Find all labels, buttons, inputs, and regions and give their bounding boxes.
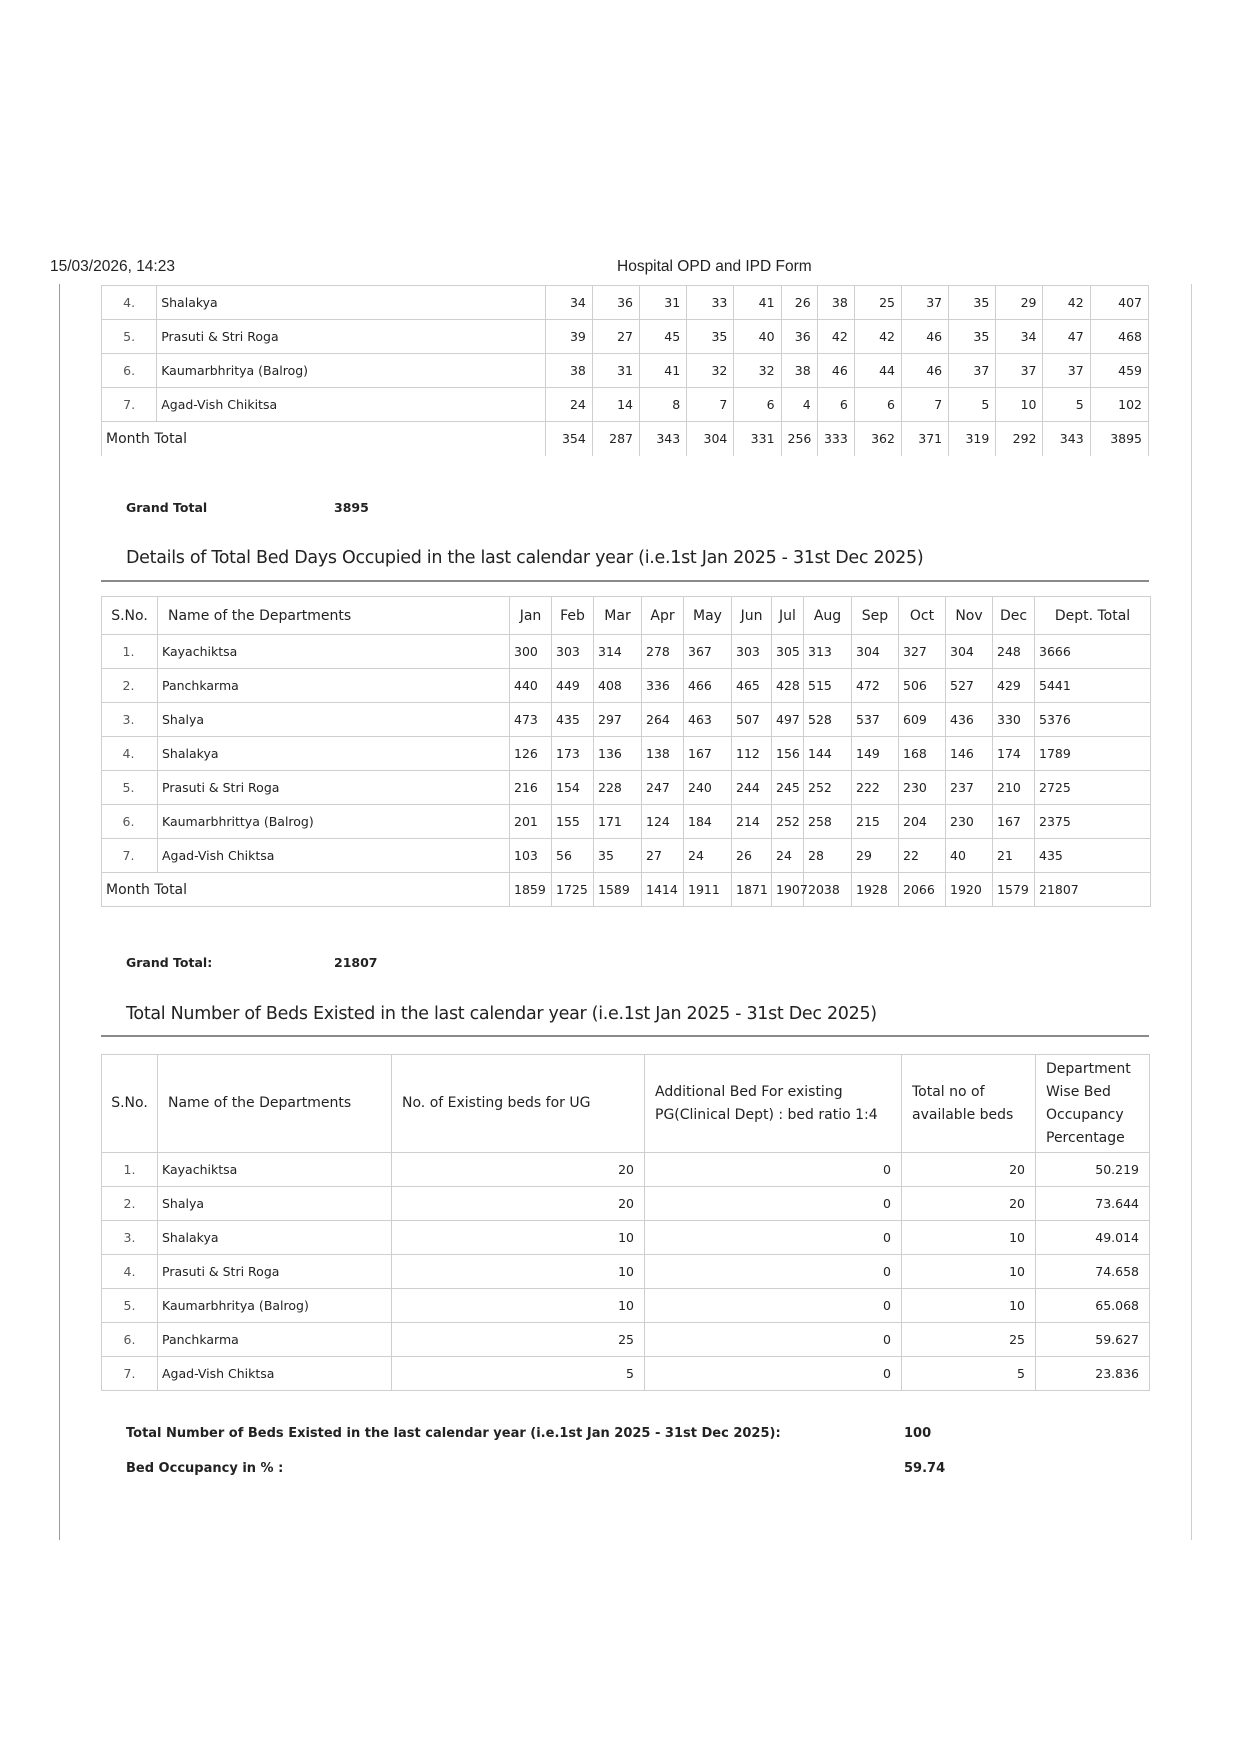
- month-value: 36: [781, 320, 817, 354]
- month-value: 14: [592, 388, 639, 422]
- month-value: 24: [684, 839, 732, 873]
- month-value: 155: [552, 805, 594, 839]
- month-value: 264: [642, 703, 684, 737]
- month-value: 47: [1043, 320, 1090, 354]
- available-beds-value: 10: [902, 1221, 1036, 1255]
- department-total: 1789: [1035, 737, 1151, 771]
- month-value: 38: [545, 354, 592, 388]
- month-total-value: 1414: [642, 873, 684, 907]
- month-value: 336: [642, 669, 684, 703]
- month-value: 304: [852, 635, 899, 669]
- month-total-value: 1911: [684, 873, 732, 907]
- month-value: 247: [642, 771, 684, 805]
- month-value: 35: [594, 839, 642, 873]
- occupancy-percentage: 49.014: [1036, 1221, 1150, 1255]
- month-value: 173: [552, 737, 594, 771]
- month-value: 45: [640, 320, 687, 354]
- pg-beds-value: 0: [645, 1289, 902, 1323]
- month-value: 497: [772, 703, 804, 737]
- month-value: 154: [552, 771, 594, 805]
- column-header-ug-beds: No. of Existing beds for UG: [392, 1055, 645, 1153]
- month-value: 440: [510, 669, 552, 703]
- month-value: 29: [852, 839, 899, 873]
- department-name: Kayachiktsa: [158, 1153, 392, 1187]
- column-header-apr: Apr: [642, 597, 684, 635]
- month-total-value: 331: [734, 422, 781, 456]
- column-header-may: May: [684, 597, 732, 635]
- pg-beds-value: 0: [645, 1357, 902, 1391]
- opd-grand-total-value: 3895: [334, 500, 369, 515]
- month-value: 472: [852, 669, 899, 703]
- month-total-value: 287: [592, 422, 639, 456]
- department-name: Shalakya: [157, 286, 545, 320]
- ug-beds-value: 10: [392, 1221, 645, 1255]
- month-value: 463: [684, 703, 732, 737]
- pg-beds-value: 0: [645, 1323, 902, 1357]
- serial-number: 7.: [102, 839, 158, 873]
- bed-days-table: [101, 596, 1151, 907]
- month-value: 435: [552, 703, 594, 737]
- month-value: 126: [510, 737, 552, 771]
- month-total-value: 1859: [510, 873, 552, 907]
- month-value: 171: [594, 805, 642, 839]
- department-name: Shalakya: [158, 1221, 392, 1255]
- month-value: 156: [772, 737, 804, 771]
- total-beds-label: Total Number of Beds Existed in the last calendar year (i.e.1st Jan 2025 - 31st Dec 2025):: [126, 1426, 781, 1441]
- month-total-value: 354: [545, 422, 592, 456]
- month-value: 38: [817, 286, 854, 320]
- pg-beds-value: 0: [645, 1187, 902, 1221]
- pg-beds-value: 0: [645, 1221, 902, 1255]
- table-row: [102, 703, 1151, 737]
- serial-number: 4.: [102, 286, 157, 320]
- serial-number: 4.: [102, 1255, 158, 1289]
- month-value: 37: [901, 286, 948, 320]
- department-total: 459: [1090, 354, 1148, 388]
- month-value: 32: [687, 354, 734, 388]
- section-divider: [101, 1035, 1149, 1037]
- month-value: 429: [993, 669, 1035, 703]
- beds-existed-table: [101, 1054, 1150, 1391]
- serial-number: 5.: [102, 320, 157, 354]
- column-header-jan: Jan: [510, 597, 552, 635]
- department-name: Prasuti & Stri Roga: [157, 320, 545, 354]
- column-header-department: Name of the Departments: [158, 1055, 392, 1153]
- serial-number: 4.: [102, 737, 158, 771]
- month-value: 184: [684, 805, 732, 839]
- month-value: 28: [804, 839, 852, 873]
- month-value: 252: [804, 771, 852, 805]
- month-value: 40: [734, 320, 781, 354]
- serial-number: 6.: [102, 1323, 158, 1357]
- month-value: 10: [996, 388, 1043, 422]
- ug-beds-value: 25: [392, 1323, 645, 1357]
- bed-days-grand-total-label: Grand Total:: [126, 955, 213, 970]
- department-name: Kaumarbhritya (Balrog): [158, 1289, 392, 1323]
- month-total-value: 1579: [993, 873, 1035, 907]
- month-value: 34: [545, 286, 592, 320]
- bed-occupancy-label: Bed Occupancy in % :: [126, 1461, 284, 1476]
- month-value: 7: [901, 388, 948, 422]
- month-value: 6: [854, 388, 901, 422]
- department-name: Prasuti & Stri Roga: [158, 771, 510, 805]
- month-total-label: Month Total: [102, 422, 546, 456]
- department-name: Panchkarma: [158, 1323, 392, 1357]
- month-total-value: 362: [854, 422, 901, 456]
- column-header-dept-total: Dept. Total: [1035, 597, 1151, 635]
- month-value: 136: [594, 737, 642, 771]
- month-value: 436: [946, 703, 993, 737]
- bed-occupancy-value: 59.74: [904, 1461, 946, 1476]
- column-header-oct: Oct: [899, 597, 946, 635]
- month-value: 204: [899, 805, 946, 839]
- table-row: [102, 1323, 1150, 1357]
- occupancy-percentage: 73.644: [1036, 1187, 1150, 1221]
- serial-number: 2.: [102, 669, 158, 703]
- month-value: 4: [781, 388, 817, 422]
- month-value: 230: [899, 771, 946, 805]
- column-header-sno: S.No.: [102, 1055, 158, 1153]
- page-border-right: [1191, 284, 1192, 1540]
- month-value: 124: [642, 805, 684, 839]
- month-value: 300: [510, 635, 552, 669]
- month-total-value: 1871: [732, 873, 772, 907]
- month-value: 146: [946, 737, 993, 771]
- opd-table-continued: [101, 285, 1149, 456]
- month-value: 528: [804, 703, 852, 737]
- month-value: 174: [993, 737, 1035, 771]
- section-divider: [101, 580, 1149, 582]
- column-header-sno: S.No.: [102, 597, 158, 635]
- department-total: 2725: [1035, 771, 1151, 805]
- print-page-title: Hospital OPD and IPD Form: [617, 258, 812, 275]
- available-beds-value: 20: [902, 1153, 1036, 1187]
- month-total-value: 256: [781, 422, 817, 456]
- serial-number: 1.: [102, 1153, 158, 1187]
- month-value: 40: [946, 839, 993, 873]
- month-value: 103: [510, 839, 552, 873]
- month-value: 408: [594, 669, 642, 703]
- month-value: 327: [899, 635, 946, 669]
- month-value: 41: [734, 286, 781, 320]
- opd-grand-total-label: Grand Total: [126, 500, 208, 515]
- serial-number: 3.: [102, 703, 158, 737]
- month-total-value: 304: [687, 422, 734, 456]
- occupancy-percentage: 59.627: [1036, 1323, 1150, 1357]
- table-row: [102, 286, 1149, 320]
- grand-total-value: 21807: [1035, 873, 1151, 907]
- month-total-label: Month Total: [102, 873, 510, 907]
- month-value: 465: [732, 669, 772, 703]
- column-header-feb: Feb: [552, 597, 594, 635]
- bed-days-grand-total-value: 21807: [334, 955, 378, 970]
- column-header-jun: Jun: [732, 597, 772, 635]
- month-value: 5: [1043, 388, 1090, 422]
- department-name: Shalya: [158, 703, 510, 737]
- month-value: 537: [852, 703, 899, 737]
- ug-beds-value: 10: [392, 1255, 645, 1289]
- month-value: 7: [687, 388, 734, 422]
- month-value: 314: [594, 635, 642, 669]
- table-row: [102, 1153, 1150, 1187]
- month-total-value: 1907: [772, 873, 804, 907]
- month-value: 35: [949, 320, 996, 354]
- month-value: 245: [772, 771, 804, 805]
- month-value: 34: [996, 320, 1043, 354]
- ug-beds-value: 10: [392, 1289, 645, 1323]
- month-value: 144: [804, 737, 852, 771]
- month-total-value: 333: [817, 422, 854, 456]
- month-value: 35: [949, 286, 996, 320]
- month-value: 473: [510, 703, 552, 737]
- month-total-value: 343: [1043, 422, 1090, 456]
- month-value: 26: [781, 286, 817, 320]
- month-value: 46: [817, 354, 854, 388]
- month-value: 303: [552, 635, 594, 669]
- month-value: 609: [899, 703, 946, 737]
- month-value: 24: [772, 839, 804, 873]
- month-value: 8: [640, 388, 687, 422]
- month-value: 36: [592, 286, 639, 320]
- month-value: 22: [899, 839, 946, 873]
- month-total-value: 1725: [552, 873, 594, 907]
- department-name: Shalakya: [158, 737, 510, 771]
- serial-number: 3.: [102, 1221, 158, 1255]
- serial-number: 6.: [102, 354, 157, 388]
- table-row: [102, 669, 1151, 703]
- month-value: 42: [817, 320, 854, 354]
- department-total: 3666: [1035, 635, 1151, 669]
- month-value: 330: [993, 703, 1035, 737]
- column-header-sep: Sep: [852, 597, 899, 635]
- department-name: Kaumarbhritya (Balrog): [157, 354, 545, 388]
- table-row: [102, 388, 1149, 422]
- department-name: Kaumarbhrittya (Balrog): [158, 805, 510, 839]
- month-total-row: [102, 873, 1151, 907]
- month-value: 222: [852, 771, 899, 805]
- month-total-value: 343: [640, 422, 687, 456]
- month-value: 138: [642, 737, 684, 771]
- table-row: [102, 320, 1149, 354]
- department-total: 5441: [1035, 669, 1151, 703]
- month-value: 33: [687, 286, 734, 320]
- ug-beds-value: 20: [392, 1187, 645, 1221]
- available-beds-value: 25: [902, 1323, 1036, 1357]
- month-value: 466: [684, 669, 732, 703]
- department-total: 407: [1090, 286, 1148, 320]
- month-value: 21: [993, 839, 1035, 873]
- month-value: 304: [946, 635, 993, 669]
- month-value: 44: [854, 354, 901, 388]
- month-total-value: 1589: [594, 873, 642, 907]
- month-value: 41: [640, 354, 687, 388]
- month-value: 42: [1043, 286, 1090, 320]
- pg-beds-value: 0: [645, 1153, 902, 1187]
- month-value: 149: [852, 737, 899, 771]
- month-value: 39: [545, 320, 592, 354]
- month-value: 507: [732, 703, 772, 737]
- department-name: Agad-Vish Chiktsa: [158, 1357, 392, 1391]
- column-header-occupancy: Department Wise Bed Occupancy Percentage: [1036, 1055, 1150, 1153]
- month-value: 24: [545, 388, 592, 422]
- month-value: 112: [732, 737, 772, 771]
- month-total-value: 1920: [946, 873, 993, 907]
- month-value: 37: [949, 354, 996, 388]
- serial-number: 6.: [102, 805, 158, 839]
- month-value: 46: [901, 354, 948, 388]
- month-value: 305: [772, 635, 804, 669]
- month-value: 210: [993, 771, 1035, 805]
- occupancy-percentage: 50.219: [1036, 1153, 1150, 1187]
- serial-number: 7.: [102, 388, 157, 422]
- month-value: 35: [687, 320, 734, 354]
- month-total-value: 2066: [899, 873, 946, 907]
- month-value: 167: [993, 805, 1035, 839]
- month-value: 428: [772, 669, 804, 703]
- month-value: 31: [592, 354, 639, 388]
- available-beds-value: 10: [902, 1255, 1036, 1289]
- table-row: [102, 1357, 1150, 1391]
- column-header-dec: Dec: [993, 597, 1035, 635]
- available-beds-value: 5: [902, 1357, 1036, 1391]
- month-value: 297: [594, 703, 642, 737]
- bed-days-section-title: Details of Total Bed Days Occupied in the last calendar year (i.e.1st Jan 2025 - 31st Dec 2025): [126, 548, 924, 568]
- table-row: [102, 771, 1151, 805]
- month-value: 449: [552, 669, 594, 703]
- month-value: 228: [594, 771, 642, 805]
- department-total: 468: [1090, 320, 1148, 354]
- month-value: 506: [899, 669, 946, 703]
- department-name: Agad-Vish Chikitsa: [157, 388, 545, 422]
- occupancy-percentage: 74.658: [1036, 1255, 1150, 1289]
- month-value: 37: [996, 354, 1043, 388]
- table-row: [102, 839, 1151, 873]
- month-total-row: [102, 422, 1149, 456]
- month-value: 6: [817, 388, 854, 422]
- print-header: [0, 258, 1240, 278]
- month-value: 515: [804, 669, 852, 703]
- table-row: [102, 1255, 1150, 1289]
- serial-number: 5.: [102, 771, 158, 805]
- column-header-available-beds: Total no of available beds: [902, 1055, 1036, 1153]
- beds-header-row: [102, 1055, 1150, 1153]
- table-row: [102, 1289, 1150, 1323]
- table-row: [102, 1187, 1150, 1221]
- month-value: 26: [732, 839, 772, 873]
- month-total-value: 319: [949, 422, 996, 456]
- ug-beds-value: 20: [392, 1153, 645, 1187]
- month-value: 215: [852, 805, 899, 839]
- month-value: 56: [552, 839, 594, 873]
- table-row: [102, 737, 1151, 771]
- beds-existed-section-title: Total Number of Beds Existed in the last calendar year (i.e.1st Jan 2025 - 31st Dec 2025): [126, 1004, 877, 1024]
- month-value: 214: [732, 805, 772, 839]
- department-total: 102: [1090, 388, 1148, 422]
- month-value: 32: [734, 354, 781, 388]
- table-row: [102, 635, 1151, 669]
- month-value: 244: [732, 771, 772, 805]
- available-beds-value: 20: [902, 1187, 1036, 1221]
- available-beds-value: 10: [902, 1289, 1036, 1323]
- column-header-jul: Jul: [772, 597, 804, 635]
- month-value: 201: [510, 805, 552, 839]
- column-header-pg-beds: Additional Bed For existing PG(Clinical Dept) : bed ratio 1:4: [645, 1055, 902, 1153]
- serial-number: 1.: [102, 635, 158, 669]
- month-value: 27: [592, 320, 639, 354]
- column-header-mar: Mar: [594, 597, 642, 635]
- total-beds-value: 100: [904, 1426, 932, 1441]
- grand-total-value: 3895: [1090, 422, 1148, 456]
- month-value: 230: [946, 805, 993, 839]
- month-value: 42: [854, 320, 901, 354]
- month-value: 258: [804, 805, 852, 839]
- month-total-value: 1928: [852, 873, 899, 907]
- department-name: Kayachiktsa: [158, 635, 510, 669]
- department-total: 435: [1035, 839, 1151, 873]
- month-value: 46: [901, 320, 948, 354]
- ug-beds-value: 5: [392, 1357, 645, 1391]
- occupancy-percentage: 23.836: [1036, 1357, 1150, 1391]
- serial-number: 5.: [102, 1289, 158, 1323]
- month-value: 237: [946, 771, 993, 805]
- month-total-value: 2038: [804, 873, 852, 907]
- table-row: [102, 805, 1151, 839]
- month-value: 313: [804, 635, 852, 669]
- department-name: Agad-Vish Chiktsa: [158, 839, 510, 873]
- occupancy-percentage: 65.068: [1036, 1289, 1150, 1323]
- print-timestamp: 15/03/2026, 14:23: [50, 258, 175, 275]
- month-value: 29: [996, 286, 1043, 320]
- month-value: 27: [642, 839, 684, 873]
- column-header-nov: Nov: [946, 597, 993, 635]
- month-total-value: 371: [901, 422, 948, 456]
- department-name: Shalya: [158, 1187, 392, 1221]
- month-value: 278: [642, 635, 684, 669]
- month-value: 303: [732, 635, 772, 669]
- month-value: 5: [949, 388, 996, 422]
- month-value: 248: [993, 635, 1035, 669]
- month-total-value: 292: [996, 422, 1043, 456]
- table-row: [102, 354, 1149, 388]
- bed-days-header-row: [102, 597, 1151, 635]
- month-value: 527: [946, 669, 993, 703]
- month-value: 6: [734, 388, 781, 422]
- month-value: 25: [854, 286, 901, 320]
- month-value: 367: [684, 635, 732, 669]
- department-name: Prasuti & Stri Roga: [158, 1255, 392, 1289]
- serial-number: 2.: [102, 1187, 158, 1221]
- column-header-aug: Aug: [804, 597, 852, 635]
- department-total: 2375: [1035, 805, 1151, 839]
- serial-number: 7.: [102, 1357, 158, 1391]
- pg-beds-value: 0: [645, 1255, 902, 1289]
- department-total: 5376: [1035, 703, 1151, 737]
- column-header-department: Name of the Departments: [158, 597, 510, 635]
- table-row: [102, 1221, 1150, 1255]
- month-value: 38: [781, 354, 817, 388]
- month-value: 167: [684, 737, 732, 771]
- month-value: 240: [684, 771, 732, 805]
- page-border-left: [59, 284, 60, 1540]
- month-value: 31: [640, 286, 687, 320]
- month-value: 252: [772, 805, 804, 839]
- month-value: 37: [1043, 354, 1090, 388]
- month-value: 216: [510, 771, 552, 805]
- department-name: Panchkarma: [158, 669, 510, 703]
- month-value: 168: [899, 737, 946, 771]
